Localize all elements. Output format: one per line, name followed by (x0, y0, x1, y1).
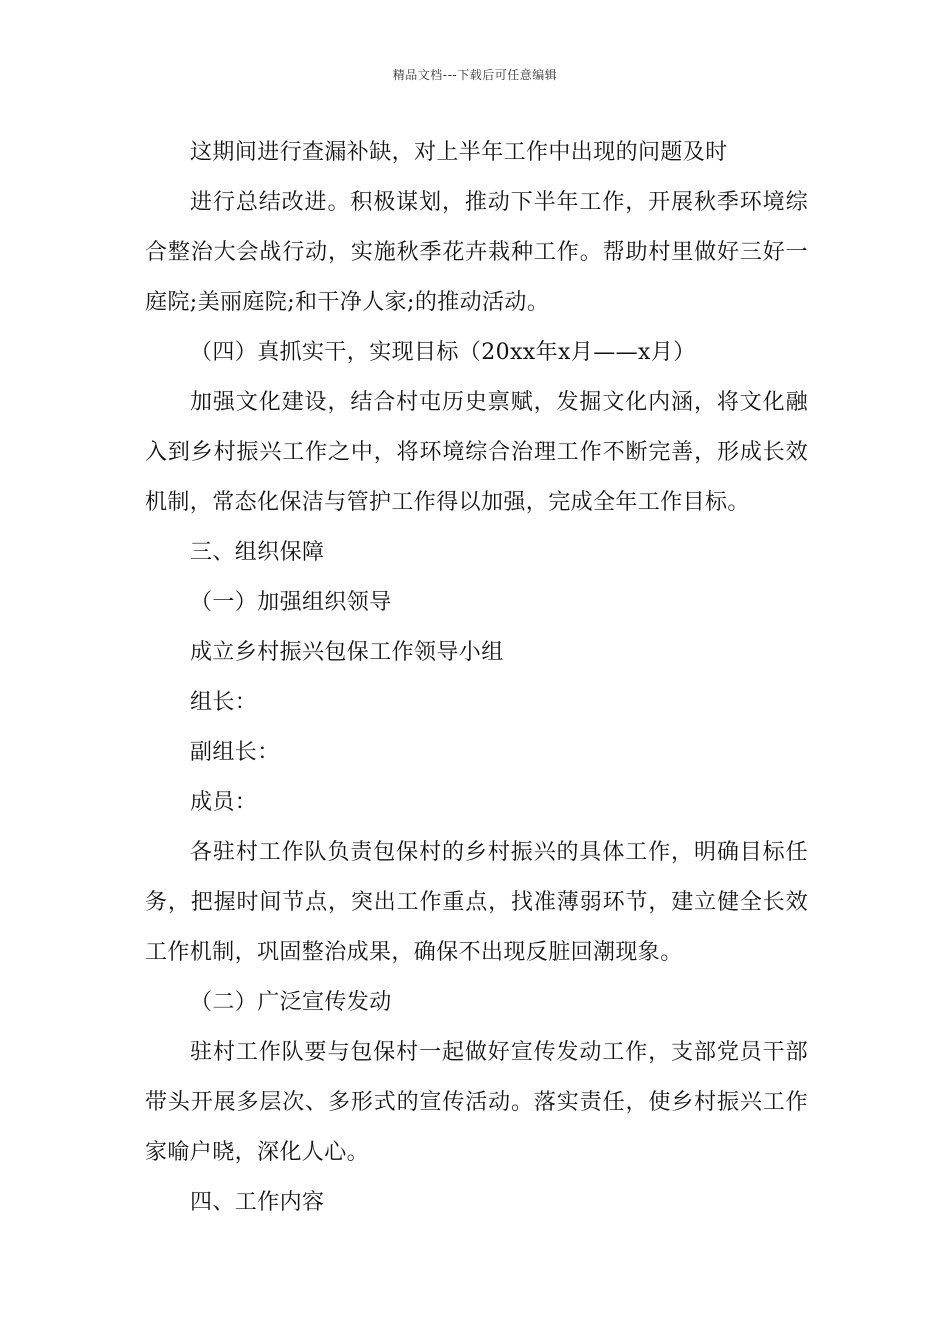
paragraph-line: 这期间进行查漏补缺，对上半年工作中出现的问题及时 (190, 140, 728, 165)
paragraph-line: 合整治大会战行动，实施秋季花卉栽种工作。帮助村里做好三好一 (145, 240, 808, 265)
paragraph-line: 副组长： (190, 740, 280, 765)
section-heading: （一）加强组织领导 (190, 590, 392, 615)
section-heading: 三、组织保障 (190, 540, 325, 565)
paragraph-line: 进行总结改进。积极谋划，推动下半年工作，开展秋季环境综 (190, 190, 808, 215)
document-body (145, 128, 808, 1228)
section-heading: 四、工作内容 (190, 1190, 325, 1215)
paragraph-line: 加强文化建设，结合村屯历史禀赋，发掘文化内涵，将文化融 (190, 390, 808, 415)
paragraph-line: 入到乡村振兴工作之中，将环境综合治理工作不断完善，形成长效 (145, 440, 808, 465)
paragraph-line: 各驻村工作队负责包保村的乡村振兴的具体工作，明确目标任 (190, 840, 808, 865)
paragraph-line: 带头开展多层次、多形式的宣传活动。落实责任，使乡村振兴工作 (145, 1090, 808, 1115)
paragraph-line: 家喻户晓，深化人心。 (145, 1140, 370, 1165)
paragraph-line: 务，把握时间节点，突出工作重点，找准薄弱环节，建立健全长效 (145, 890, 808, 915)
paragraph-line: 组长： (190, 690, 258, 715)
paragraph-line: 驻村工作队要与包保村一起做好宣传发动工作，支部党员干部 (190, 1040, 808, 1065)
paragraph-line: 工作机制，巩固整治成果，确保不出现反脏回潮现象。 (145, 940, 683, 965)
section-heading: （四）真抓实干，实现目标（20xx年x月——x月） (190, 340, 696, 365)
paragraph-line: 机制，常态化保洁与管护工作得以加强，完成全年工作目标。 (145, 490, 750, 515)
paragraph-line: 庭院;美丽庭院;和干净人家;的推动活动。 (145, 290, 550, 315)
page-header: 精品文档---下载后可任意编辑 (392, 68, 558, 82)
paragraph-line: 成员： (190, 790, 258, 815)
section-heading: （二）广泛宣传发动 (190, 990, 392, 1015)
paragraph-line: 成立乡村振兴包保工作领导小组 (190, 640, 504, 665)
